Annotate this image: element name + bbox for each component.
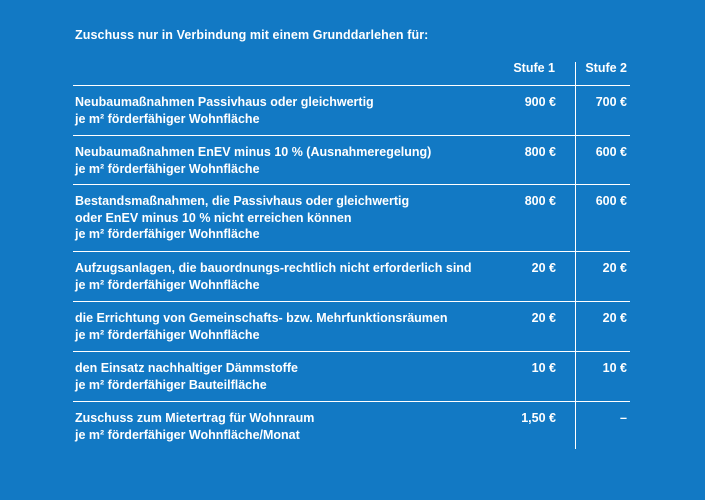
row-divider bbox=[73, 184, 630, 185]
stufe-1-value: 800 € bbox=[524, 194, 556, 208]
row-label-line: Aufzugsanlagen, die bauordnungs-rechtlich nicht erforderlich sind bbox=[75, 261, 472, 275]
row-label-line: je m² förderfähiger Wohnfläche bbox=[75, 111, 260, 126]
row-label bbox=[75, 310, 515, 343]
stufe-1-value: 20 € bbox=[531, 261, 556, 275]
row-divider bbox=[73, 301, 630, 302]
row-label-line: Neubaumaßnahmen EnEV minus 10 % (Ausnahmeregelung) bbox=[75, 145, 432, 159]
stufe-1-value: 1,50 € bbox=[521, 411, 556, 425]
stufe-1-value: 900 € bbox=[524, 95, 556, 109]
column-header-stufe-2: Stufe 2 bbox=[585, 61, 627, 75]
row-label-line: je m² förderfähiger Wohnfläche/Monat bbox=[75, 427, 300, 442]
row-label-line: je m² förderfähiger Bauteilfläche bbox=[75, 377, 267, 392]
row-label-line: je m² förderfähiger Wohnfläche bbox=[75, 161, 260, 176]
row-divider bbox=[73, 251, 630, 252]
row-label bbox=[75, 410, 515, 443]
row-label-line: je m² förderfähiger Wohnfläche bbox=[75, 327, 260, 342]
row-label-line: den Einsatz nachhaltiger Dämmstoffe bbox=[75, 361, 298, 375]
stufe-1-value: 20 € bbox=[531, 311, 556, 325]
stufe-2-value: – bbox=[620, 411, 627, 425]
row-divider bbox=[73, 351, 630, 352]
row-label-line: die Errichtung von Gemeinschafts- bzw. Mehrfunktionsräumen bbox=[75, 311, 448, 325]
row-label bbox=[75, 360, 515, 393]
row-label bbox=[75, 193, 515, 243]
stufe-2-value: 600 € bbox=[595, 194, 627, 208]
row-label-line: je m² förderfähiger Wohnfläche bbox=[75, 277, 260, 292]
row-label-line: Bestandsmaßnahmen, die Passivhaus oder gleichwertig bbox=[75, 194, 410, 208]
stufe-2-value: 20 € bbox=[602, 311, 627, 325]
row-divider bbox=[73, 401, 630, 402]
row-label-line: Zuschuss zum Mietertrag für Wohnraum bbox=[75, 411, 315, 425]
stufe-2-value: 700 € bbox=[595, 95, 627, 109]
row-label bbox=[75, 94, 515, 127]
row-divider bbox=[73, 135, 630, 136]
row-label bbox=[75, 144, 515, 177]
row-label-line: oder EnEV minus 10 % nicht erreichen können bbox=[75, 210, 352, 225]
stufe-2-value: 20 € bbox=[602, 261, 627, 275]
table-heading: Zuschuss nur in Verbindung mit einem Grunddarlehen für: bbox=[75, 28, 429, 42]
stufe-1-value: 10 € bbox=[531, 361, 556, 375]
row-divider bbox=[73, 85, 630, 86]
stufe-2-value: 600 € bbox=[595, 145, 627, 159]
row-label-line: je m² förderfähiger Wohnfläche bbox=[75, 227, 260, 241]
stufe-2-value: 10 € bbox=[602, 361, 627, 375]
column-header-stufe-1: Stufe 1 bbox=[513, 61, 555, 75]
row-label-line: Neubaumaßnahmen Passivhaus oder gleichwertig bbox=[75, 95, 374, 109]
column-divider bbox=[575, 62, 576, 449]
row-label bbox=[75, 260, 515, 293]
stufe-1-value: 800 € bbox=[524, 145, 556, 159]
